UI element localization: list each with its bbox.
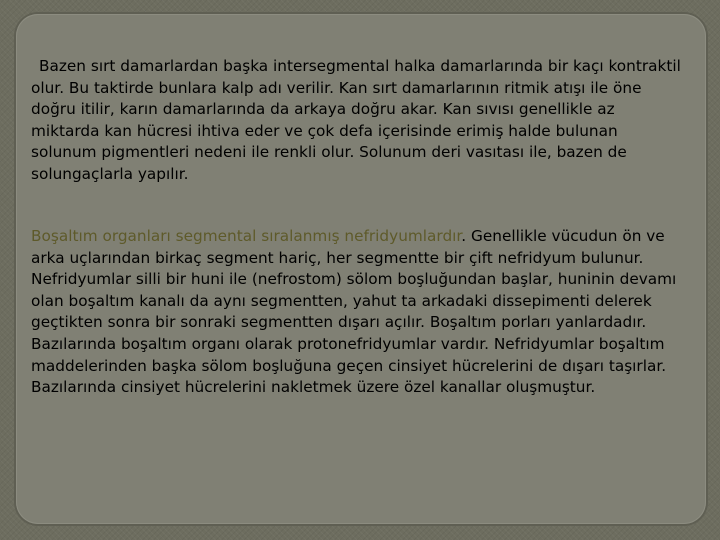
paragraph-excretion-body: . Genellikle vücudun ön ve arka uçlarından birkaç segment hariç, her segmentte bir çift nefridyum bulunur. Nefridyumlar silli bir huni ile (nefrostom) sölom boşluğundan başlar, huninin devamı olan boşaltım kanalı da aynı segmentten, yahut ta arkadaki dissepimenti delerek geçtikten sonra bir sonraki segmentten dışarı açılır. Boşaltım porları yanlardadır. Bazılarında boşaltım organı olarak protonefridyumlar vardır. Nefridyumlar boşaltım maddelerinden başka sölom boşluğuna geçen cinsiyet hücrelerini de dışarı taşırlar. Bazılarında cinsiyet hücrelerini nakletmek üzere özel kanallar oluşmuştur. [31, 227, 677, 397]
paragraph-circulation: Bazen sırt damarlardan başka intersegmental halka damarlarında bir kaçı kontraktil olur. Bu taktirde bunlara kalp adı verilir. Kan sırt damarlarının ritmik atışı ile öne doğru itilir, karın damarlarında da arkaya doğru akar. Kan sıvısı genellikle az miktarda kan hücresi ihtiva eder ve çok defa içerisinde erimiş halde bulunan solunum pigmentleri nedeni ile renkli olur. Solunum deri vasıtası ile, bazen de solungaçlarla yapılır. [31, 57, 681, 183]
paragraph-excretion [31, 226, 681, 399]
highlighted-heading-phrase: Boşaltım organları segmental sıralanmış nefridyumlardır [31, 227, 462, 245]
